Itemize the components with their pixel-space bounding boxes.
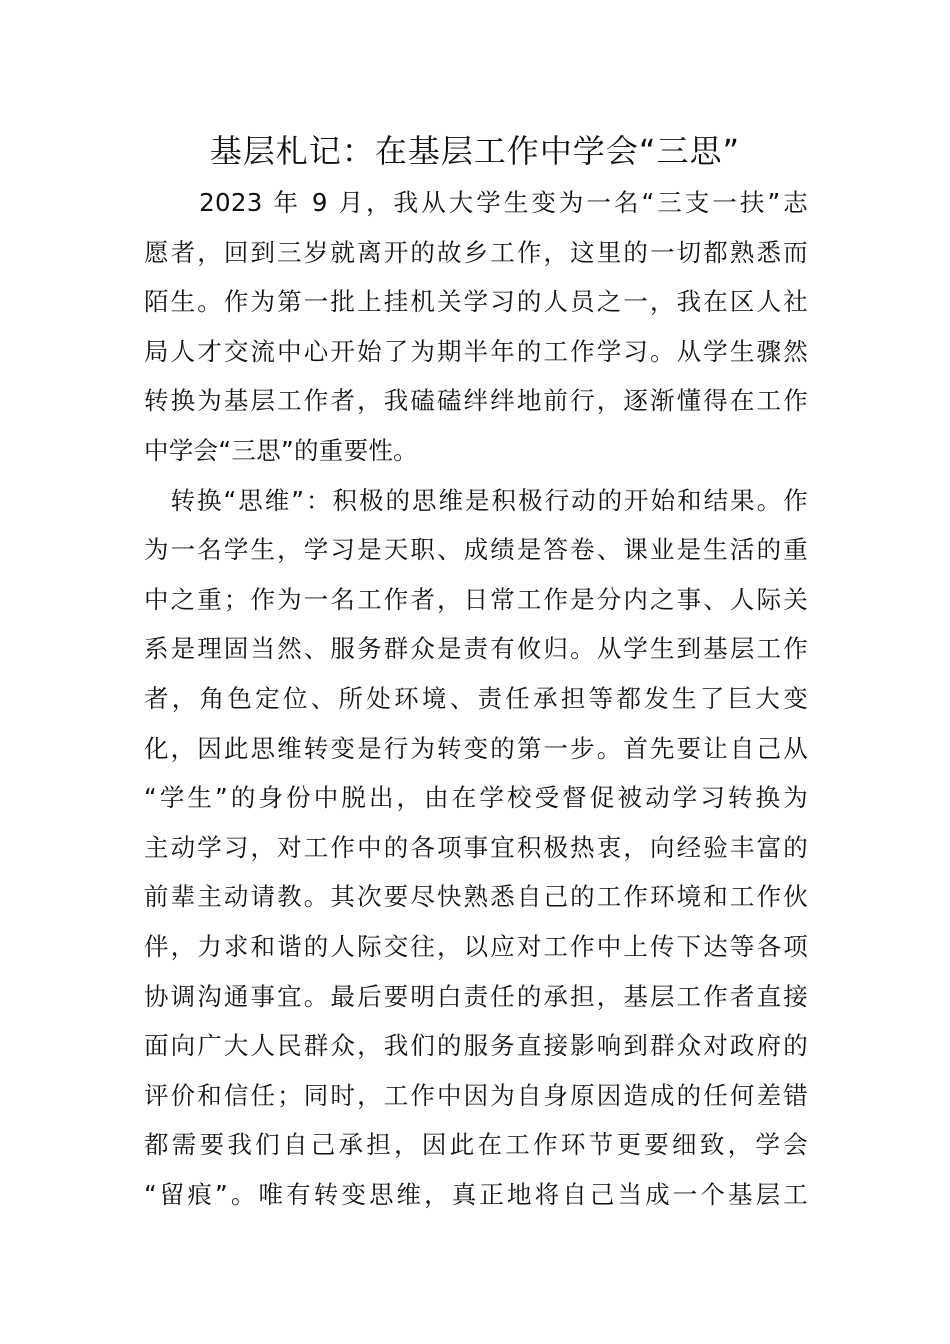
body-line: 中之重；作为一名工作者，日常工作是分内之事、人际关 <box>144 584 808 614</box>
body-line: 前辈主动请教。其次要尽快熟悉自己的工作环境和工作伙 <box>144 882 808 912</box>
body-line: 主动学习，对工作中的各项事宜积极热衷，向经验丰富的 <box>144 832 808 862</box>
body-line: “学生”的身份中脱出，由在学校受督促被动学习转换为 <box>144 783 808 813</box>
body-line: 陌生。作为第一批上挂机关学习的人员之一，我在区人社 <box>144 287 808 317</box>
body-line: 局人才交流中心开始了为期半年的工作学习。从学生骤然 <box>144 336 808 366</box>
document-body <box>144 178 808 1219</box>
body-line: 者，角色定位、所处环境、责任承担等都发生了巨大变 <box>144 683 808 713</box>
body-line: 协调沟通事宜。最后要明白责任的承担，基层工作者直接 <box>144 981 808 1011</box>
body-line: 系是理固当然、服务群众是责有攸归。从学生到基层工作 <box>144 634 808 664</box>
body-line: 愿者，回到三岁就离开的故乡工作，这里的一切都熟悉而 <box>144 237 808 267</box>
document-title: 基层札记：在基层工作中学会“三思” <box>209 132 741 170</box>
body-line: 伴，力求和谐的人际交往，以应对工作中上传下达等各项 <box>144 931 808 961</box>
body-line: 中学会“三思”的重要性。 <box>144 435 418 465</box>
body-line: 面向广大人民群众，我们的服务直接影响到群众对政府的 <box>144 1031 808 1061</box>
body-line: 转换为基层工作者，我磕磕绊绊地前行，逐渐懂得在工作 <box>144 386 808 416</box>
body-line: 化，因此思维转变是行为转变的第一步。首先要让自己从 <box>144 733 808 763</box>
body-line: 评价和信任；同时，工作中因为自身原因造成的任何差错 <box>144 1080 808 1110</box>
body-line: 为一名学生，学习是天职、成绩是答卷、课业是生活的重 <box>144 535 808 565</box>
body-line: 都需要我们自己承担，因此在工作环节更要细致，学会 <box>144 1130 808 1160</box>
body-line: 2023 年 9 月，我从大学生变为一名“三支一扶”志 <box>144 188 808 217</box>
body-line: 转换“思维”：积极的思维是积极行动的开始和结果。作 <box>144 485 808 515</box>
body-line: “留痕”。唯有转变思维，真正地将自己当成一个基层工 <box>144 1179 808 1209</box>
